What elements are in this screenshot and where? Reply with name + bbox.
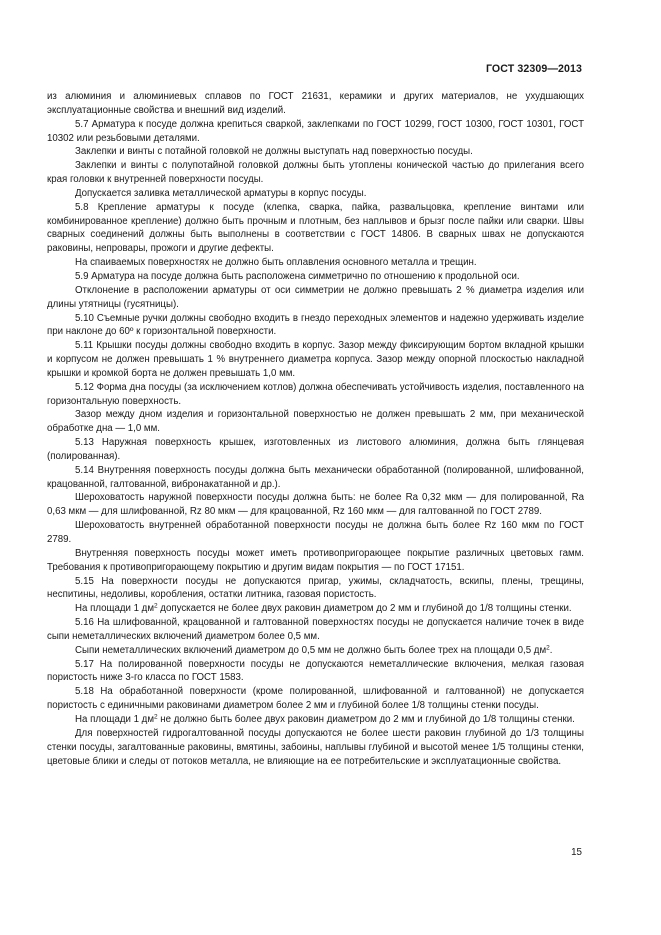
paragraph: 5.11 Крышки посуды должны свободно входить в корпус. Зазор между фиксирующим бортом вкладной крышки и корпусом не должен превышать 1 % внутреннего диаметра корпуса. Зазор между опорной плоскостью накладной крышки и кромкой борта не должен превышать 1,0 мм. (47, 340, 584, 379)
document-code-header: ГОСТ 32309—2013 (485, 63, 582, 75)
paragraph: Заклепки и винты с полупотайной головкой должны быть утоплены конической частью до прилегания всего края головки к внутренней поверхности посуды. (47, 160, 584, 186)
paragraph: Сыпи неметаллических включений диаметром до 0,5 мм не должно быть более трех на площади 0,5 $дм^2$. (75, 644, 553, 656)
paragraph: 5.18 На обработанной поверхности (кроме полированной, шлифованной и галтованной) не допускается пористость с единичными раковинами диаметром более 2 мм и глубиной более 1/8 толщины стенки посуды. (47, 686, 584, 712)
paragraph: Заклепки и винты с потайной головкой не должны выступать над поверхностью посуды. (75, 146, 473, 158)
paragraph: 5.17 На полированной поверхности посуды не допускаются неметаллические включения, мелкая газовая пористость ниже 3-го класса по ГОСТ 1583. (47, 658, 584, 684)
paragraph: 5.7 Арматура к посуде должна крепиться сваркой, заклепками по ГОСТ 10299, ГОСТ 10300, ГОСТ 10301, ГОСТ 10302 или резьбовыми деталями. (47, 118, 584, 144)
paragraph: 5.9 Арматура на посуде должна быть расположена симметрично по отношению к продольной оси. (75, 270, 520, 282)
paragraph: 5.16 На шлифованной, крацованной и галтованной поверхностях посуды не допускается наличие точек в виде сыпи неметаллических включений диаметром более 0,5 мм. (47, 617, 584, 642)
paragraph: На площади 1 $дм^2$ допускается не более двух раковин диаметром до 2 мм и глубиной до 1/8 толщины стенки. (75, 602, 572, 615)
paragraph: Отклонение в расположении арматуры от оси симметрии не должно превышать 2 % диаметра изделия или длины утятницы (гусятницы). (47, 284, 584, 310)
paragraph: из алюминия и алюминиевых сплавов по ГОСТ 21631, керамики и других материалов, не ухудшающих эксплуатационные свойства и внешний вид изделий. (47, 91, 584, 116)
paragraph: Зазор между дном изделия и горизонтальной поверхностью не должен превышать 2 мм, при механической обработке дна — 1,0 мм. (47, 409, 584, 435)
paragraph: Шероховатость наружной поверхности посуды должна быть: не более Ra 0,32 мкм — для полированной, Ra 0,63 мкм — для шлифованной, Rz 80 мкм — для крацованной, Rz 160 мкм — для галтованной по ГОСТ 2789. (47, 492, 584, 518)
paragraph: 5.14 Внутренняя поверхность посуды должна быть механически обработанной (полированной, шлифованной, крацованной, галтованной, вибронакатанной и др.). (47, 464, 584, 490)
paragraph: На спаиваемых поверхностях не должно быть оплавления основного металла и трещин. (75, 257, 477, 269)
paragraph: Шероховатость внутренней обработанной поверхности посуды не должна быть более Rz 160 мкм по ГОСТ 2789. (47, 520, 584, 545)
paragraph: На площади 1 $дм^2$ не должно быть более двух раковин диаметром до 2 мм и глубиной до 1/8 толщины стенки. (75, 713, 575, 725)
paragraph: 5.12 Форма дна посуды (за исключением котлов) должна обеспечивать устойчивость изделия, поставленного на горизонтальную поверхность. (47, 381, 584, 407)
paragraph: Для поверхностей гидрогалтованной посуды допускаются не более шести раковин глубиной до 1/3 толщины стенки посуды, загалтованные раковины, вмятины, забоины, наплывы глубиной и высотой менее 1/5 толщины стенки, цветовые блики и следы от потоков металла, не влияющие на ее потребительские и эксплуатационные свойства. (47, 727, 584, 767)
paragraph: Допускается заливка металлической арматуры в корпус посуды. (75, 187, 367, 199)
paragraph: 5.13 Наружная поверхность крышек, изготовленных из листового алюминия, должна быть глянцевая (полированная). (47, 437, 584, 462)
paragraph: Внутренняя поверхность посуды может иметь противопригорающее покрытие различных цветовых гамм. Требования к противопригорающему покрытию и другим видам покрытия — по ГОСТ 17151. (47, 547, 584, 573)
paragraph: 5.15 На поверхности посуды не допускаются пригар, ужимы, складчатость, вскипы, плены, трещины, неспитины, недоливы, коробления, остатки литника, газовая пористость. (47, 575, 584, 601)
paragraph: 5.10 Съемные ручки должны свободно входить в гнездо переходных элементов и надежно удерживать изделие при наклоне до 60º к горизонтальной поверхности. (47, 312, 584, 338)
page-number: 15 (571, 847, 582, 858)
document-body (47, 90, 584, 768)
paragraph: 5.8 Крепление арматуры к посуде (клепка, сварка, пайка, развальцовка, крепление винтами или комбинированное крепление) должно быть прочным и плотным, без наплывов и брызг после пайки или сварки. Швы сварных соединений должны быть выполнены в соответствии с ГОСТ 14806. В сварных швах не допускаются раковины, непровары, прожоги и другие дефекты. (47, 201, 584, 255)
